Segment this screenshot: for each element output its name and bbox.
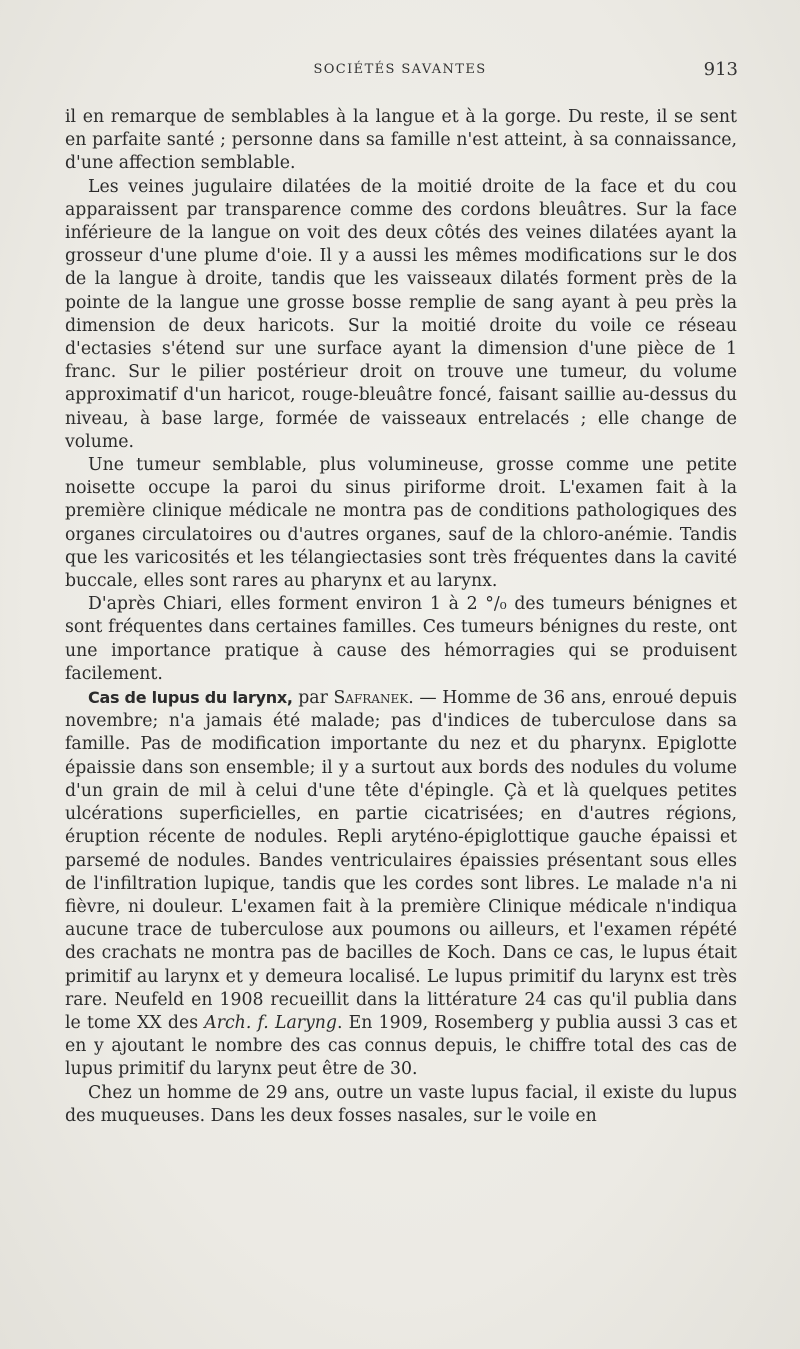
paragraph-2: Les veines jugulaire dilatées de la moitié droite de la face et du cou apparaissent par transparence comme des cordons bleuâtres. Sur la face inférieure de la langue on voit des deux côtés des veines dilatées ayant la grosseur d'une plume d'oie. Il y a aussi les mêmes modifications sur le dos de la langue à droite, tandis que les vaisseaux dilatés forment près de la pointe de la langue une grosse bosse remplie de sang ayant à peu près la dimension de deux haricots. Sur la moitié droite du voile ce réseau d'ectasies s'étend sur une surface ayant la dimension d'une pièce de 1 franc. Sur le pilier postérieur droit on trouve une tumeur, du volume approximatif d'un haricot, rouge-bleuâtre foncé, faisant saillie au-dessus du niveau, à base large, formée de vaisseaux entrelacés ; elle change de volume. bbox=[65, 176, 737, 452]
journal-citation: Arch. f. Laryng bbox=[204, 1012, 337, 1033]
page-header bbox=[62, 59, 738, 86]
paragraph-3: Une tumeur semblable, plus volumineuse, grosse comme une petite noisette occupe la paroi du sinus piriforme droit. L'examen fait à la première clinique médicale ne montra pas de conditions pathologiques des organes circulatoires ou d'autres organes, sauf de la chloro-anémie. Tandis que les varicosités et les télangiectasies sont très fréquentes dans la cavité buccale, elles sont rares au pharynx et au larynx. bbox=[65, 455, 737, 592]
section-title: Cas de lupus du larynx, bbox=[88, 688, 293, 708]
running-title: SOCIÉTÉS SAVANTES bbox=[313, 62, 487, 77]
paragraph-5-lupus-case bbox=[65, 686, 737, 1081]
byline-connector: par bbox=[292, 688, 334, 709]
body-text bbox=[65, 106, 737, 1128]
paragraph-1: il en remarque de semblables à la langue et à la gorge. Du reste, il se sent en parfaite santé ; personne dans sa famille n'est atteint, à sa connaissance, d'une affection semblable. bbox=[65, 107, 737, 174]
case-text: . — Homme de 36 ans, enroué depuis novembre; n'a jamais été malade; pas d'indices de tuberculose dans sa famille. Pas de modification importante du nez et du pharynx. Epiglotte épaissie dans son ensemble; il y a surtout aux bords des nodules du volume d'un grain de mil à celui d'une tête d'épingle. Çà et là quelques petites ulcérations superficielles, en partie cicatrisées; en d'autres régions, éruption récente de nodules. Repli aryténo-épiglottique gauche épaissi et parsemé de nodules. Bandes ventriculaires épaissies présentant sous elles de l'infiltration lupique, tandis que les cordes sont libres. Le malade n'a ni fièvre, ni douleur. L'examen fait à la première Clinique médicale n'indiqua aucune trace de tuberculose aux poumons ou ailleurs, et l'examen répété des crachats ne montra pas de bacilles de Koch. Dans ce cas, le lupus était primitif au larynx et y demeura localisé. Le lupus primitif du larynx est très rare. Neufeld en 1908 recueillit dans la littérature 24 cas qu'il publia dans le tome XX des bbox=[65, 688, 737, 1033]
page-number: 913 bbox=[703, 59, 738, 80]
paragraph-4: D'après Chiari, elles forment environ 1 à 2 °/₀ des tumeurs bénignes et sont fréquentes dans certaines familles. Ces tumeurs bénignes du reste, ont une importance pratique à cause des hémorragies qui se produisent facilement. bbox=[65, 594, 737, 684]
author-name: Safranek bbox=[333, 688, 409, 709]
paragraph-6: Chez un homme de 29 ans, outre un vaste lupus facial, il existe du lupus des muqueuses. Dans les deux fosses nasales, sur le voile en bbox=[65, 1082, 737, 1126]
case-text-end: . En 1909, Rosemberg y publia aussi 3 cas et en y ajoutant le nombre des cas connus depuis, le chiffre total des cas de lupus primitif du larynx peut être de 30. bbox=[65, 1012, 738, 1080]
